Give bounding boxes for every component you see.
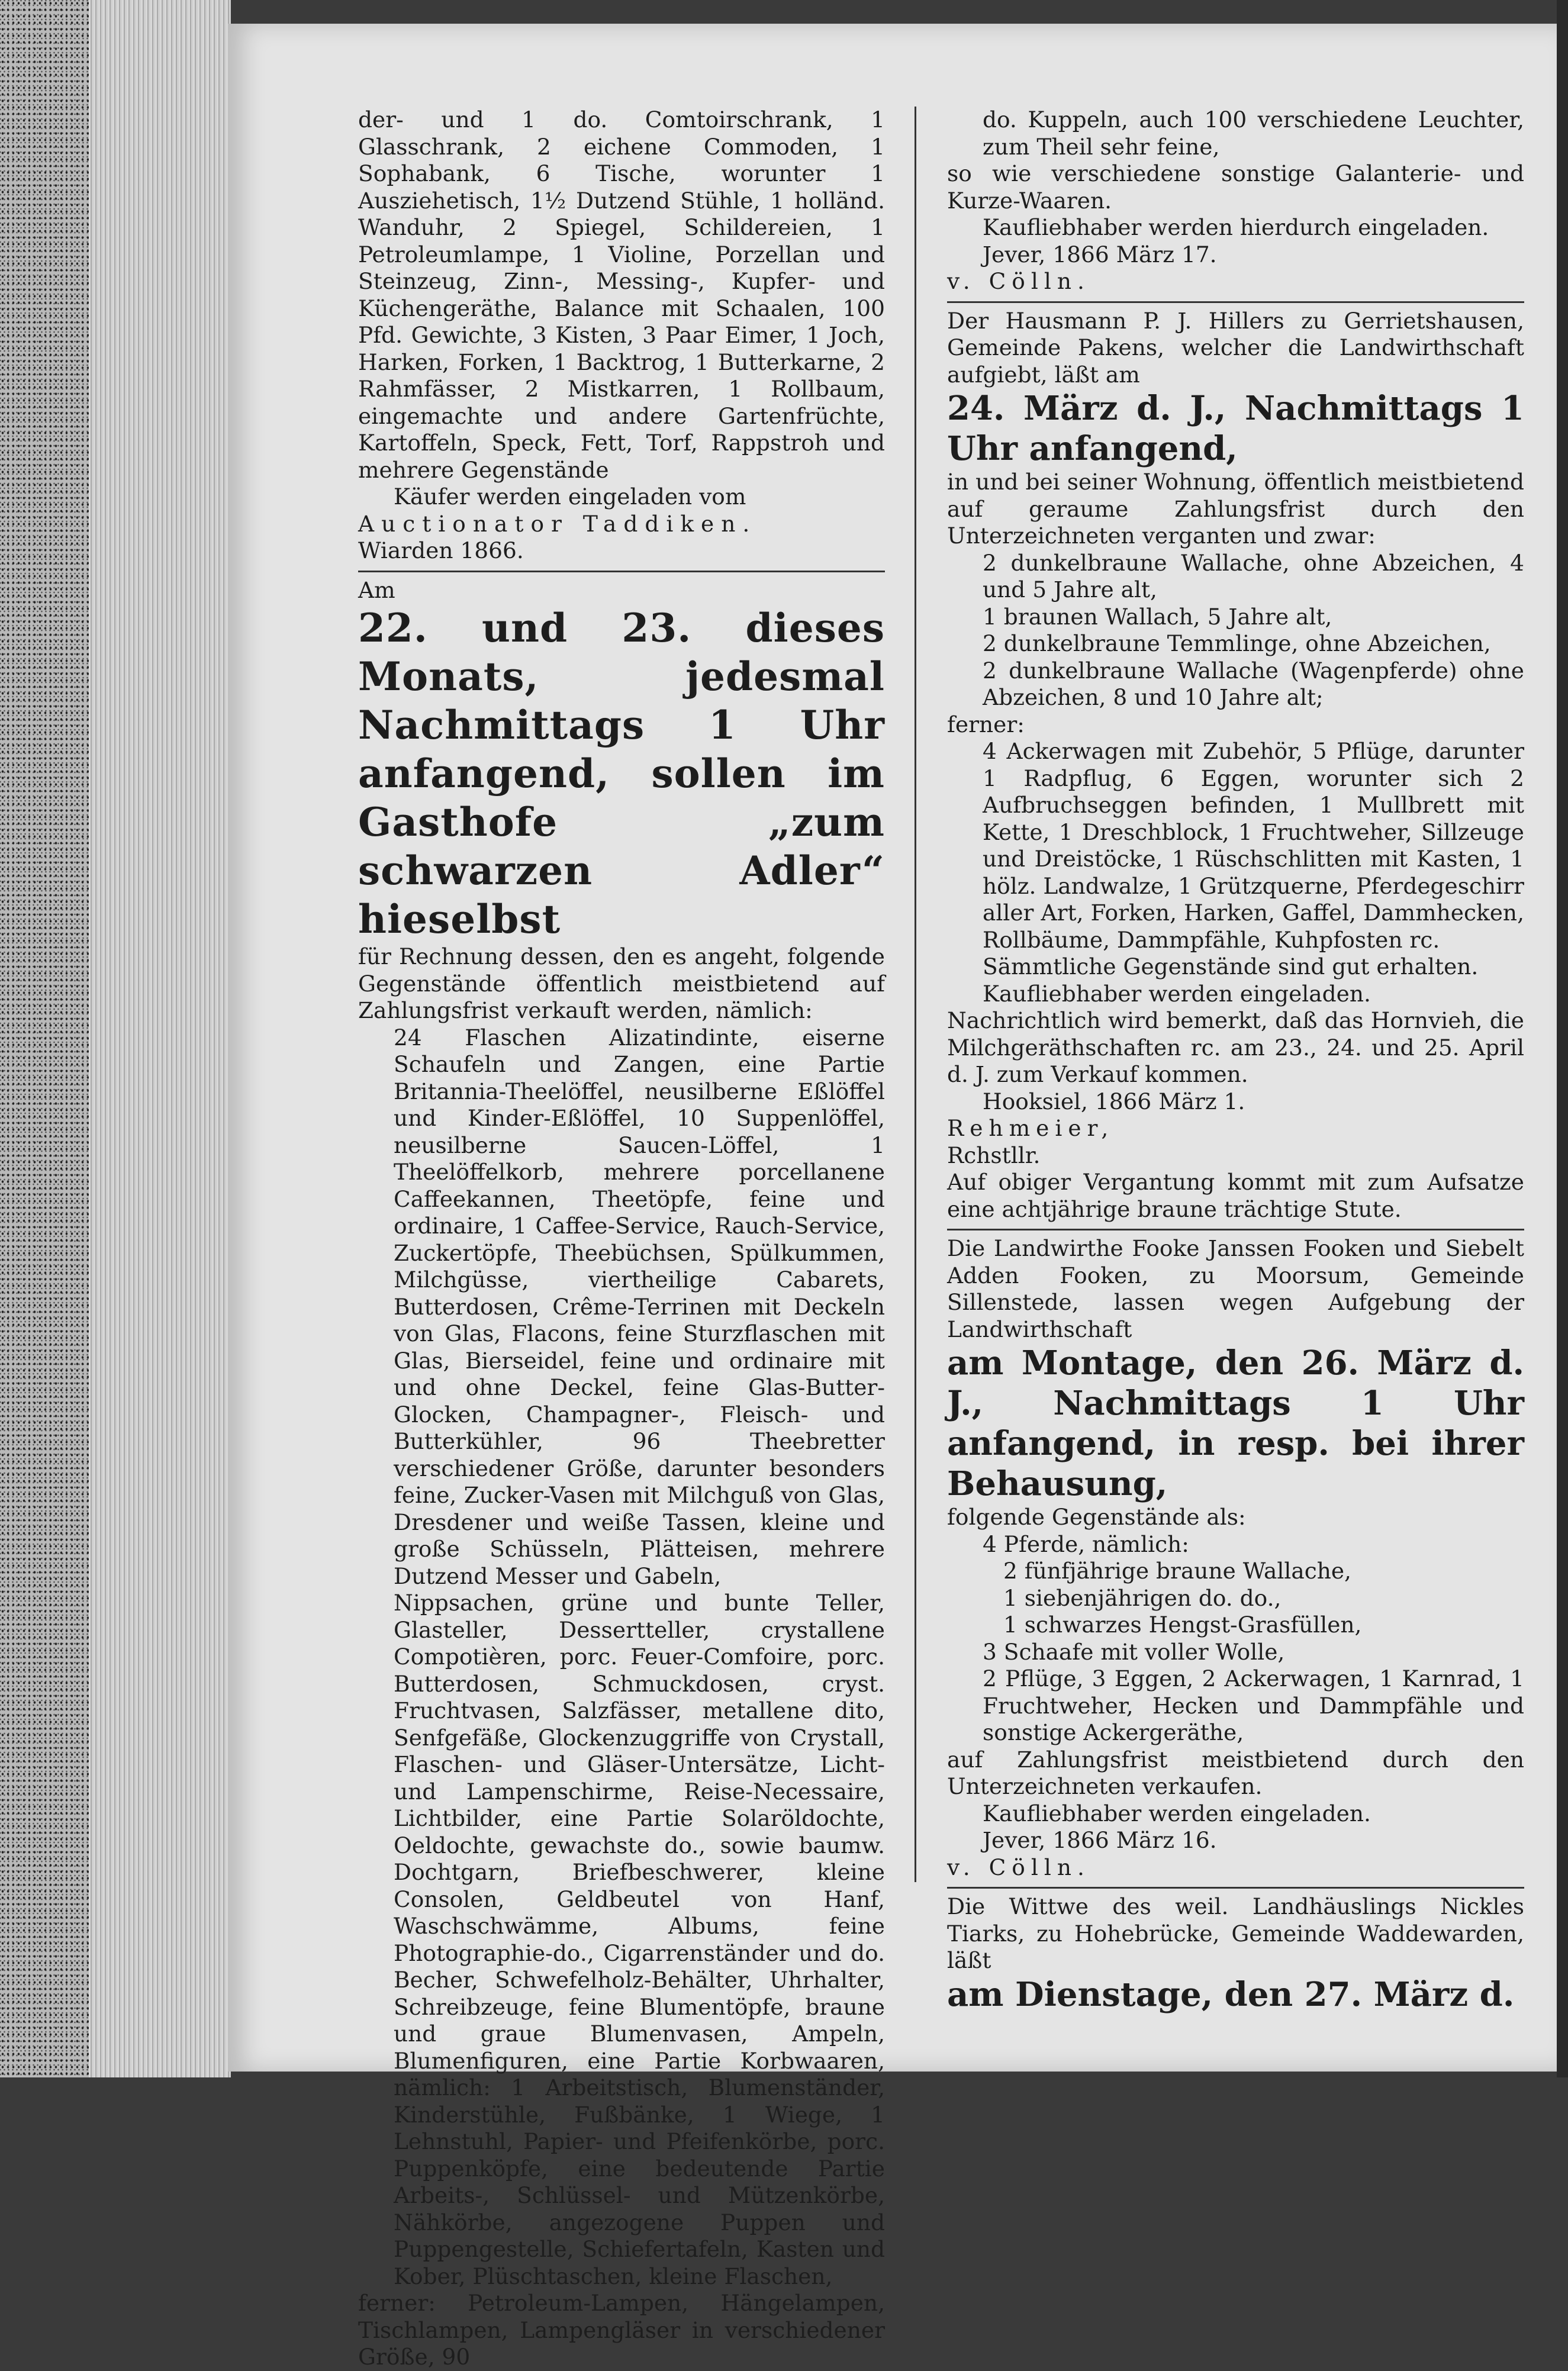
right-column	[947, 107, 1524, 2015]
right-item: 2 Pflüge, 3 Eggen, 2 Ackerwagen, 1 Karnrad, 1 Fruchtweher, Hecken und Dammpfähle und sonstige Ackergeräthe,	[983, 1666, 1524, 1745]
right-paragraph-12: Die Landwirthe Fooke Janssen Fooken und Siebelt Adden Fooken, zu Moorsum, Gemeinde Sillenstede, lassen wegen Aufgebung der Landwirthschaft	[947, 1235, 1524, 1342]
right-item: 2 dunkelbraune Temmlinge, ohne Abzeichen,	[983, 630, 1491, 656]
section-rule	[947, 1887, 1524, 1889]
left-paragraph-1: der- und 1 do. Comtoirschrank, 1 Glasschrank, 2 eichene Commoden, 1 Sophabank, 6 Tische, worunter 1 Ausziehetisch, 1½ Dutzend Stühle, 1 holländ. Wanduhr, 2 Spiegel, Schildereien, 1 Petroleumlampe, 1 Violine, Porzellan und Steinzeug, Zinn-, Messing-, Kupfer- und Küchengeräthe, Balance mit Schaalen, 100 Pfd. Gewichte, 3 Kisten, 3 Paar Eimer, 1 Joch, Harken, Forken, 1 Backtrog, 1 Butterkarne, 2 Rahmfässer, 2 Mistkarren, 1 Rollbaum, eingemachte und andere Gartenfrüchte, Kartoffeln, Speck, Fett, Torf, Rappstroh und mehrere Gegenstände	[358, 107, 885, 483]
left-am: Am	[358, 576, 395, 603]
section-rule	[358, 571, 885, 572]
right-item: 1 braunen Wallach, 5 Jahre alt,	[983, 603, 1332, 630]
right-paragraph-17: Die Wittwe des weil. Landhäuslings Nickles Tiarks, zu Hohebrücke, Gemeinde Waddewarden, läßt	[947, 1893, 1524, 1973]
right-paragraph-6: in und bei seiner Wohnung, öffentlich meistbietend auf geraume Zahlungsfrist durch den Unterzeichneten verganten und zwar:	[947, 469, 1524, 549]
right-item: 4 Pferde, nämlich:	[983, 1531, 1189, 1557]
section-rule	[947, 1229, 1524, 1230]
signature-coelln-2: v. Cölln.	[947, 1854, 1090, 1880]
right-item: 2 fünfjährige braune Wallache,	[1003, 1558, 1351, 1584]
left-items-2: Nippsachen, grüne und bunte Teller, Glasteller, Dessertteller, crystallene Compotièren, porc. Feuer-Comfoire, porc. Butterdosen, Schmuckdosen, cryst. Fruchtvasen, Salzfässer, metallene dito, Senfgefäße, Glockenzuggriffe von Crystall, Flaschen- und Gläser-Untersätze, Licht- und Lampenschirme, Reise-Necessaire, Lichtbilder, eine Partie Solaröldochte, Oeldochte, gewachste do., sowie baumw. Dochtgarn, Briefbeschwerer, kleine Consolen, Geldbeutel von Hanf, Waschschwämme, Albums, feine Photographie-do., Cigarrenständer und do. Becher, Schwefelholz-Behälter, Uhrhalter, Schreibzeuge, feine Blumentöpfe, braune und graue Blumenvasen, Ampeln, Blumenfiguren, eine Partie Korbwaaren, nämlich: 1 Arbeitstisch, Blumenständer, Kinderstühle, Fußbänke, 1 Wiege, 1 Lehnstuhl, Papier- und Pfeifenkörbe, porc. Puppenköpfe, eine bedeutende Partie Arbeits-, Schlüssel- und Mützenkörbe, Nähkörbe, angezogene Puppen und Puppengestelle, Schiefertafeln, Kasten und Kober, Plüschtaschen, kleine Flaschen,	[394, 1590, 885, 2289]
right-place-date-1: Jever, 1866 März 17.	[983, 241, 1217, 268]
right-headline-1: 24. März d. J., Nachmittags 1 Uhr anfangend,	[947, 389, 1524, 468]
right-paragraph-15: Kaufliebhaber werden eingeladen.	[983, 1800, 1371, 1826]
right-paragraph-14: auf Zahlungsfrist meistbietend durch den Unterzeichneten verkaufen.	[947, 1746, 1524, 1799]
right-headline-2: am Montage, den 26. März d. J., Nachmittags 1 Uhr anfangend, in resp. bei ihrer Behausung,	[947, 1344, 1524, 1503]
page-edges	[89, 0, 231, 2077]
left-paragraph-2: Käufer werden eingeladen vom	[394, 484, 746, 510]
right-paragraph-11: Auf obiger Vergantung kommt mit zum Aufsatze eine achtjährige braune trächtige Stute.	[947, 1169, 1524, 1222]
right-item: 2 dunkelbraune Wallache (Wagenpferde) ohne Abzeichen, 8 und 10 Jahre alt;	[983, 657, 1524, 710]
right-item: 1 schwarzes Hengst-Grasfüllen,	[1003, 1612, 1362, 1638]
right-place-date-2: Hooksiel, 1866 März 1.	[983, 1088, 1245, 1114]
right-paragraph-9: Nachrichtlich wird bemerkt, daß das Hornvieh, die Milchgeräthschaften rc. am 23., 24. und 25. April d. J. zum Verkauf kommen.	[947, 1007, 1524, 1087]
column-divider	[915, 107, 916, 1882]
right-paragraph-3: Kaufliebhaber werden hierdurch eingeladen.	[983, 214, 1489, 240]
right-items-2: 4 Ackerwagen mit Zubehör, 5 Pflüge, darunter 1 Radpflug, 6 Eggen, worunter sich 2 Aufbruchseggen befinden, 1 Mullbrett mit Kette, 1 Dreschblock, 1 Fruchtweher, Sillzeuge und Dreistöcke, 1 Rüschschlitten mit Kasten, 1 hölz. Landwalze, 1 Grützquerne, Pferdegeschirr aller Art, Forken, Harken, Gaffel, Dammhecken, Rollbäume, Dammpfähle, Kuhpfosten rc.	[983, 738, 1524, 953]
left-paragraph-5: für Rechnung dessen, den es angeht, folgende Gegenstände öffentlich meistbietend auf Zahlungsfrist verkauft werden, nämlich:	[358, 943, 885, 1023]
right-item: 1 siebenjährigen do. do.,	[1003, 1584, 1282, 1611]
right-paragraph-2: so wie verschiedene sonstige Galanterie- und Kurze-Waaren.	[947, 160, 1524, 214]
right-paragraph-13: folgende Gegenstände als:	[947, 1504, 1246, 1530]
left-place-date: Wiarden 1866.	[358, 537, 524, 563]
left-items-3: ferner: Petroleum-Lampen, Hängelampen, Tischlampen, Lampengläser in verschiedener Größe, 90	[358, 2290, 885, 2370]
right-item: 3 Schaafe mit voller Wolle,	[983, 1638, 1285, 1665]
scan-border	[1557, 0, 1568, 2077]
left-headline: 22. und 23. dieses Monats, jedesmal Nachmittags 1 Uhr anfangend, sollen im Gasthofe „zum schwarzen Adler“ hieselbst	[358, 605, 885, 942]
signature-coelln-1: v. Cölln.	[947, 268, 1090, 294]
right-paragraph-8: Kaufliebhaber werden eingeladen.	[983, 980, 1371, 1007]
right-place-date-3: Jever, 1866 März 16.	[983, 1827, 1217, 1853]
book-spine	[0, 0, 89, 2077]
signature-rehmeier: Rehmeier,	[947, 1115, 1115, 1141]
left-column	[358, 107, 885, 2371]
right-ferner: ferner:	[947, 711, 1025, 737]
left-items-1: 24 Flaschen Alizatindinte, eiserne Schaufeln und Zangen, eine Partie Britannia-Theelöffel, neusilberne Eßlöffel und Kinder-Eßlöffel, 10 Suppenlöffel, neusilberne Saucen-Löffel, 1 Theelöffelkorb, mehrere porcellanene Caffeekannen, Theetöpfe, feine und ordinaire, 1 Caffee-Service, Rauch-Service, Zuckertöpfe, Theebüchsen, Spülkummen, Milchgüsse, viertheilige Cabarets, Butterdosen, Crême-Terrinen mit Deckeln von Glas, Flacons, feine Sturzflaschen mit Glas, Bierseidel, feine und ordinaire mit und ohne Deckel, feine Glas-Butter-Glocken, Champagner-, Fleisch- und Butterkühler, 96 Theebretter verschiedener Größe, darunter besonders feine, Zucker-Vasen mit Milchguß von Glas, Dresdener und weiße Tassen, kleine und große Schüsseln, Plätteisen, mehrere Dutzend Messer und Gabeln,	[394, 1024, 885, 1589]
right-item: 2 dunkelbraune Wallache, ohne Abzeichen, 4 und 5 Jahre alt,	[983, 549, 1524, 603]
section-rule	[947, 301, 1524, 303]
right-paragraph-5: Der Hausmann P. J. Hillers zu Gerrietshausen, Gemeinde Pakens, welcher die Landwirthschaft aufgiebt, läßt am	[947, 307, 1524, 388]
signature-title: Rchstllr.	[947, 1142, 1041, 1168]
right-paragraph-1: do. Kuppeln, auch 100 verschiedene Leuchter, zum Theil sehr feine,	[983, 107, 1524, 160]
right-paragraph-7: Sämmtliche Gegenstände sind gut erhalten.	[983, 953, 1479, 980]
auctioneer-signature: Auctionator Taddiken.	[358, 510, 757, 537]
right-headline-3: am Dienstage, den 27. März d.	[947, 1974, 1515, 2014]
